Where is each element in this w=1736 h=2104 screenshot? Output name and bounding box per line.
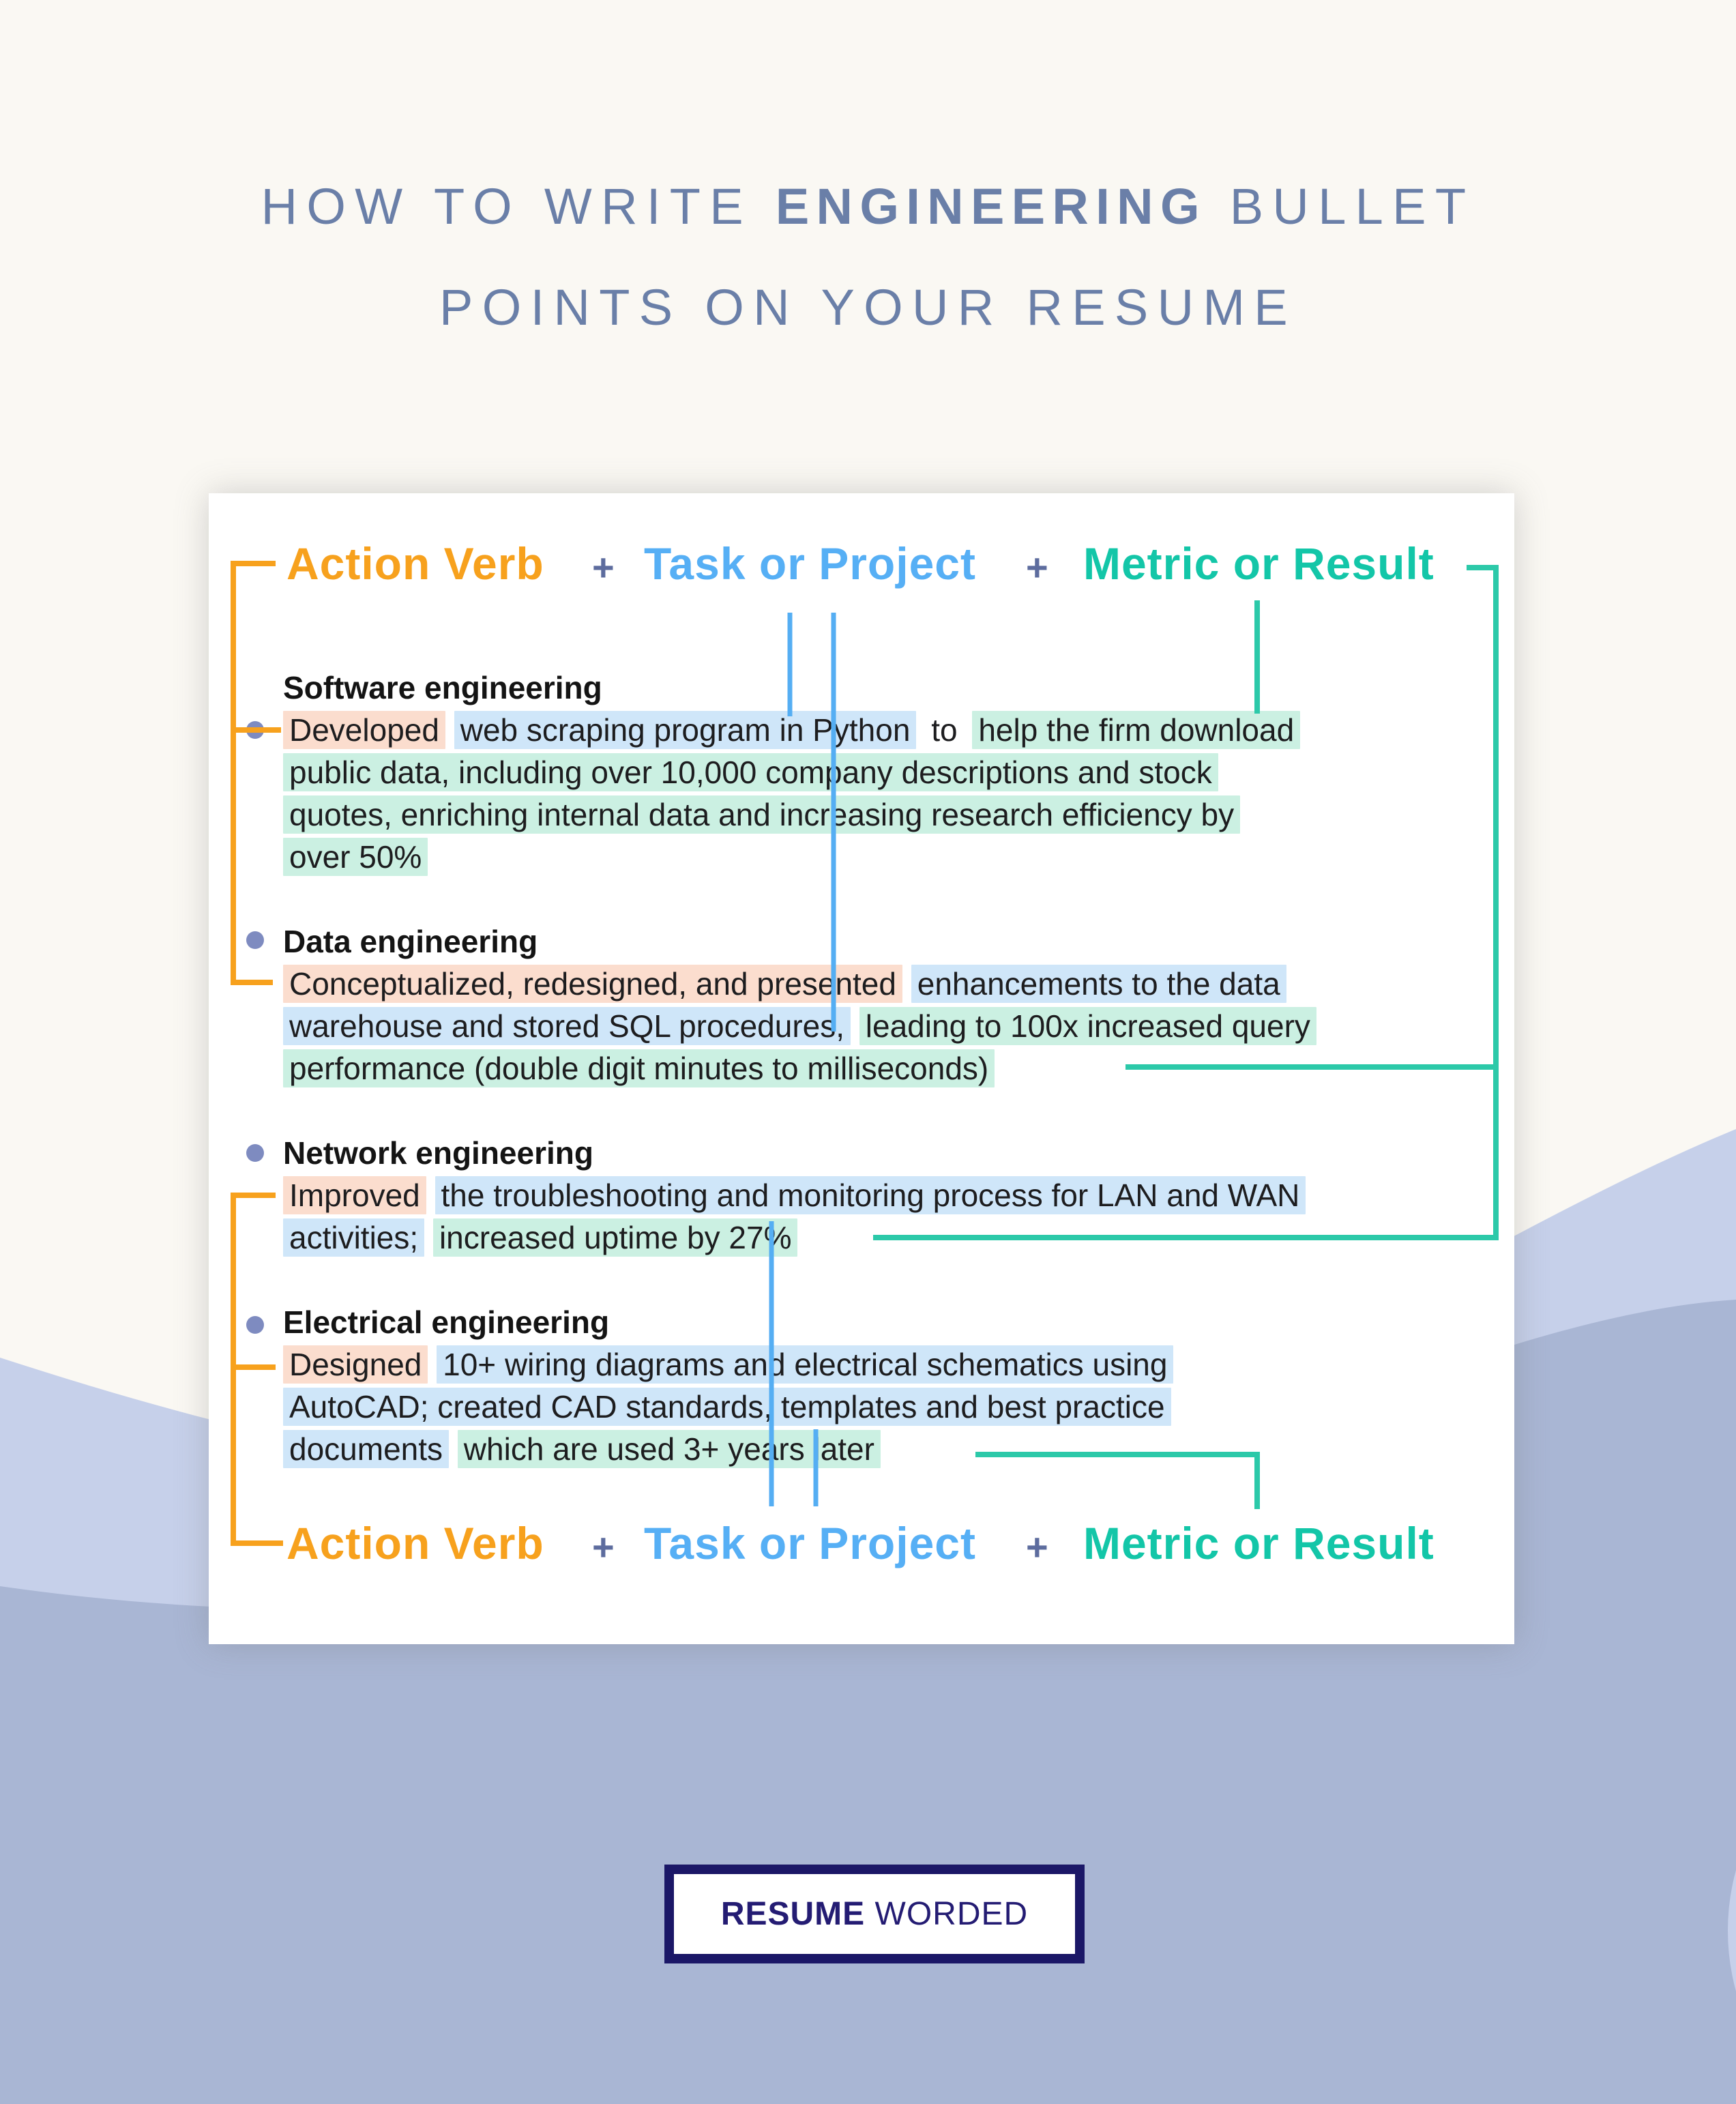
highlight-peach-segment: Conceptualized, redesigned, and presented — [283, 965, 902, 1003]
highlight-mint-segment: public data, including over 10,000 company descriptions and stock — [283, 753, 1218, 791]
section-heading: Data engineering — [283, 924, 538, 959]
bullet-text-line — [283, 1428, 1484, 1470]
section-heading: Software engineering — [283, 670, 602, 705]
bullet-text-line — [283, 1386, 1484, 1428]
bullet-text-line — [283, 836, 1484, 878]
highlight-mint-segment: increased uptime by 27% — [433, 1218, 798, 1257]
page-title-line1: HOW TO WRITE ENGINEERING BULLET — [261, 178, 1475, 235]
formula-top-plus-1: + — [592, 546, 615, 589]
highlight-mint-segment: quotes, enriching internal data and increasing research efficiency by — [283, 795, 1240, 834]
highlight-peach-segment: Developed — [283, 711, 445, 749]
highlight-blue-segment: AutoCAD; created CAD standards, templates and best practice — [283, 1388, 1171, 1426]
bullet-text-line — [283, 1343, 1484, 1386]
highlight-mint-segment: over 50% — [283, 838, 428, 876]
bullet-text-line — [283, 751, 1484, 793]
section-electrical-engineering — [283, 1301, 1484, 1470]
formula-bottom-metric-or-result: Metric or Result — [1083, 1518, 1435, 1568]
highlight-blue-segment: the troubleshooting and monitoring process for LAN and WAN — [435, 1176, 1306, 1214]
section-data-engineering — [283, 920, 1484, 1090]
bullet-text-line — [283, 793, 1484, 836]
resume-worded-logo-text — [721, 1895, 1028, 1933]
highlight-mint-segment: leading to 100x increased query — [859, 1007, 1316, 1045]
formula-bottom-plus-2: + — [1026, 1525, 1048, 1568]
highlight-blue-segment: 10+ wiring diagrams and electrical schematics using — [437, 1345, 1173, 1384]
bullet-text-line — [283, 1047, 1484, 1090]
section-heading: Network engineering — [283, 1135, 593, 1171]
formula-bottom-task-or-project: Task or Project — [644, 1518, 976, 1568]
formula-bottom-plus-1: + — [592, 1525, 615, 1568]
highlight-mint-segment: which are used 3+ years later — [458, 1430, 881, 1468]
highlight-none-segment: to — [931, 712, 958, 748]
highlight-blue-segment: activities; — [283, 1218, 424, 1257]
highlight-blue-segment: web scraping program in Python — [454, 711, 917, 749]
highlight-peach-segment: Designed — [283, 1345, 428, 1384]
logo-word-worded: WORDED — [874, 1896, 1029, 1932]
bullet-text-line — [283, 1005, 1484, 1047]
bullet-text-line — [283, 709, 1484, 751]
formula-top-metric-or-result: Metric or Result — [1083, 538, 1435, 589]
bullet-text-line — [283, 1216, 1484, 1259]
highlight-blue-segment: enhancements to the data — [911, 965, 1286, 1003]
formula-bottom-action-verb: Action Verb — [286, 1518, 544, 1568]
page-title-line2: POINTS ON YOUR RESUME — [439, 279, 1297, 336]
example-sections — [283, 667, 1484, 1513]
formula-top-action-verb: Action Verb — [286, 538, 544, 589]
logo-word-resume: RESUME — [720, 1896, 866, 1932]
page-title-keyword: ENGINEERING — [775, 178, 1207, 235]
section-network-engineering — [283, 1132, 1484, 1259]
bullet-text-line — [283, 963, 1484, 1005]
section-heading: Electrical engineering — [283, 1304, 610, 1340]
highlight-blue-segment: warehouse and stored SQL procedures, — [283, 1007, 851, 1045]
formula-top-task-or-project: Task or Project — [644, 538, 976, 589]
section-software-engineering — [283, 667, 1484, 878]
bullet-text-line — [283, 1174, 1484, 1216]
page-title — [0, 156, 1736, 358]
highlight-mint-segment: help the firm download — [972, 711, 1300, 749]
highlight-mint-segment: performance (double digit minutes to milliseconds) — [283, 1049, 995, 1087]
formula-top-plus-2: + — [1026, 546, 1048, 589]
highlight-blue-segment: documents — [283, 1430, 449, 1468]
highlight-peach-segment: Improved — [283, 1176, 426, 1214]
resume-worded-logo — [664, 1865, 1085, 1963]
